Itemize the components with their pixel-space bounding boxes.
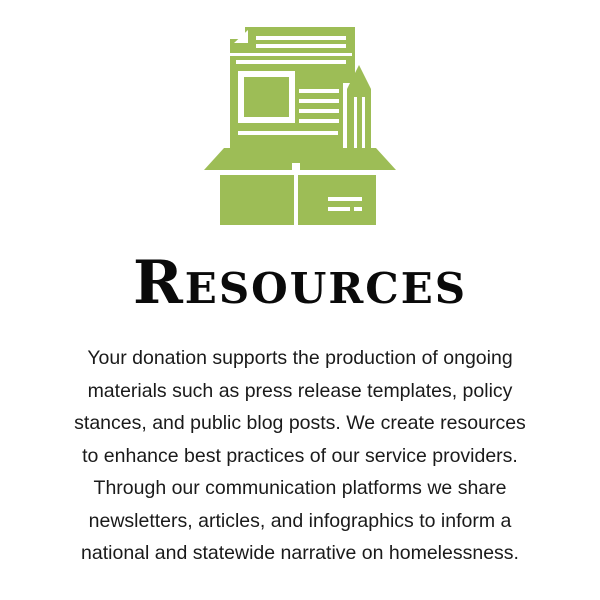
description-line: materials such as press release templates, policy <box>87 379 513 402</box>
documents-in-box-icon <box>200 27 400 227</box>
description-line: newsletters, articles, and infographics to inform a <box>88 509 512 532</box>
description-line: stances, and public blog posts. We create resources <box>74 412 526 434</box>
page-title: Resources <box>132 248 468 318</box>
description-paragraph <box>50 342 550 570</box>
description-line: Through our communication platforms we share <box>93 477 507 499</box>
description-line: national and statewide narrative on homelessness. <box>81 542 519 564</box>
description-line: Your donation supports the production of ongoing <box>87 347 513 369</box>
description-line: to enhance best practices of our service providers. <box>82 444 518 467</box>
